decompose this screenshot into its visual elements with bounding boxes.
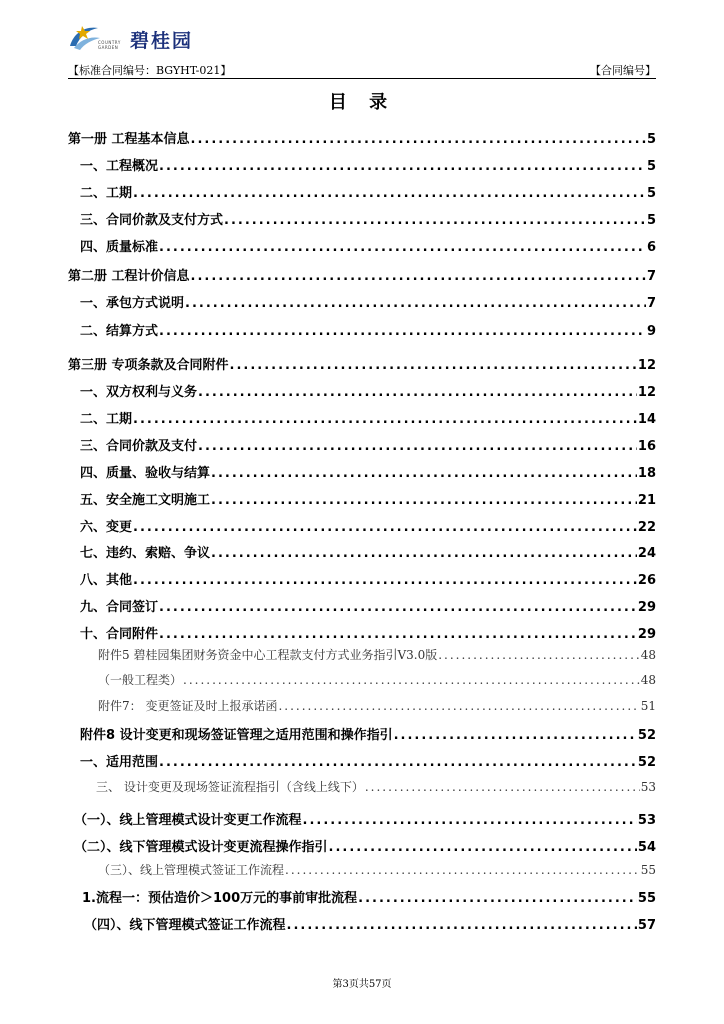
page-footer: 第3页共57页 [332,979,392,990]
toc-entry[interactable] [80,408,656,427]
toc-entry[interactable] [80,435,656,454]
page-title: 目 录 [328,92,396,113]
logo-sub-line2: GARDEN [98,45,119,50]
toc-leader-dots [365,780,640,794]
toc-leader-dots [278,699,639,713]
toc-entry-page: 12 [637,385,656,400]
toc-entry-page: 52 [637,728,656,743]
toc-entry-page: 55 [637,891,656,906]
toc-entry[interactable] [80,292,656,311]
toc-entry[interactable] [98,671,656,688]
toc-leader-dots [159,324,646,339]
toc-entry-title: 三、合同价款及支付 [80,439,198,454]
toc-entry-title: 二、工期 [80,186,133,201]
toc-entry-title: （一般工程类） [98,673,183,687]
toc-leader-dots [211,493,637,508]
toc-leader-dots [211,466,637,481]
toc-leader-dots [133,573,637,588]
toc-entry-title: （四）、线下管理模式签证工作流程 [84,918,286,933]
toc-entry-title: 七、违约、索赔、争议 [80,546,211,561]
toc-leader-dots [185,296,646,311]
toc-entry[interactable] [82,887,656,906]
toc-entry-page: 21 [637,493,656,508]
toc-entry-title: 三、 设计变更及现场签证流程指引（含线上线下） [96,780,364,794]
logo-sub-line1: COUNTRY [98,40,121,45]
toc-leader-dots [133,412,637,427]
toc-entry-title: （二）、线下管理模式设计变更流程操作指引 [74,840,328,855]
page-header [68,62,656,76]
toc-leader-dots [394,728,637,743]
toc-leader-dots [191,269,646,284]
toc-entry-page: 6 [646,240,656,255]
toc-leader-dots [133,520,637,535]
toc-entry-title: 1.流程一：预估造价＞100万元的事前审批流程 [82,891,358,906]
toc-entry[interactable] [80,516,656,535]
toc-entry-page: 16 [637,439,656,454]
toc-entry[interactable] [80,320,656,339]
toc-entry-title: 附件5 碧桂园集团财务资金中心工程款支付方式业务指引V3.0版 [98,648,438,662]
toc-entry-title: 二、结算方式 [80,324,159,339]
toc-entry[interactable] [68,265,656,284]
toc-entry-page: 7 [646,296,656,311]
toc-leader-dots [230,358,637,373]
toc-entry[interactable] [98,861,656,878]
toc-entry[interactable] [80,751,656,770]
toc-leader-dots [133,186,646,201]
toc-entry[interactable] [80,623,656,642]
toc-leader-dots [159,627,637,642]
toc-entry-title: 一、承包方式说明 [80,296,185,311]
toc-entry-page: 12 [637,358,656,373]
toc-leader-dots [159,755,637,770]
toc-entry-page: 48 [640,648,656,662]
toc-entry-page: 52 [637,755,656,770]
toc-entry-page: 14 [637,412,656,427]
toc-entry-page: 51 [640,699,656,713]
toc-entry-title: 附件7： 变更签证及时上报承诺函 [98,699,278,713]
toc-entry-page: 18 [637,466,656,481]
toc-leader-dots [198,385,637,400]
toc-entry[interactable] [96,778,656,795]
toc-leader-dots [303,813,637,828]
toc-entry-page: 48 [640,673,656,687]
toc-entry[interactable] [68,354,656,373]
toc-entry-page: 54 [637,840,656,855]
toc-entry-title: 八、其他 [80,573,133,588]
toc-leader-dots [183,673,640,687]
toc-leader-dots [438,648,640,662]
toc-entry-page: 26 [637,573,656,588]
header-divider [68,78,656,79]
toc-entry[interactable] [80,182,656,201]
toc-entry[interactable] [98,697,656,714]
toc-leader-dots [287,918,637,933]
toc-entry-title: 十、合同附件 [80,627,159,642]
toc-entry-page: 55 [640,863,656,877]
toc-entry[interactable] [80,155,656,174]
toc-leader-dots [211,546,637,561]
toc-entry[interactable] [68,128,656,147]
toc-leader-dots [191,132,646,147]
toc-entry-title: （三）、线上管理模式签证工作流程 [98,863,285,877]
toc-entry-title: 附件8 设计变更和现场签证管理之适用范围和操作指引 [80,728,393,743]
toc-entry-page: 24 [637,546,656,561]
toc-entry[interactable] [74,836,656,855]
toc-entry[interactable] [80,381,656,400]
toc-entry-title: 四、质量标准 [80,240,159,255]
toc-entry[interactable] [80,236,656,255]
toc-entry[interactable] [80,724,656,743]
toc-entry-page: 5 [646,213,656,228]
toc-entry[interactable] [80,542,656,561]
logo-swoosh-icon [68,22,102,52]
company-logo [68,22,208,56]
toc-entry[interactable] [74,809,656,828]
toc-entry-page: 9 [646,324,656,339]
toc-entry-title: 第三册 专项条款及合同附件 [68,358,229,373]
toc-entry-title: 五、安全施工文明施工 [80,493,211,508]
toc-leader-dots [159,159,646,174]
toc-entry-page: 7 [646,269,656,284]
toc-entry-title: （一）、线上管理模式设计变更工作流程 [74,813,302,828]
toc-entry-title: 二、工期 [80,412,133,427]
toc-entry-page: 22 [637,520,656,535]
logo-brand-text: 碧桂园 [130,30,194,52]
toc-entry-page: 5 [646,186,656,201]
toc-leader-dots [198,439,637,454]
toc-entry[interactable] [80,489,656,508]
toc-leader-dots [159,600,637,615]
toc-entry-page: 5 [646,132,656,147]
toc-entry[interactable] [80,569,656,588]
toc-leader-dots [224,213,646,228]
toc-leader-dots [329,840,637,855]
toc-entry[interactable] [84,914,656,933]
standard-contract-number: 【标准合同编号：BGYHT-021】 [68,64,232,77]
toc-leader-dots [285,863,640,877]
contract-number: 【合同编号】 [590,64,656,77]
toc-entry-title: 第二册 工程计价信息 [68,269,190,284]
toc-entry-title: 一、双方权利与义务 [80,385,198,400]
toc-entry-title: 一、适用范围 [80,755,159,770]
toc-entry-page: 29 [637,627,656,642]
toc-entry-title: 第一册 工程基本信息 [68,132,190,147]
toc-entry-title: 四、质量、验收与结算 [80,466,211,481]
toc-entry[interactable] [80,596,656,615]
toc-entry[interactable] [98,646,656,663]
toc-entry-page: 53 [640,780,656,794]
toc-entry[interactable] [80,462,656,481]
toc-entry-page: 5 [646,159,656,174]
toc-entry[interactable] [80,209,656,228]
toc-entry-title: 九、合同签订 [80,600,159,615]
toc-leader-dots [159,240,646,255]
toc-entry-title: 六、变更 [80,520,133,535]
toc-entry-page: 53 [637,813,656,828]
toc-entry-title: 三、合同价款及支付方式 [80,213,224,228]
toc-entry-page: 57 [637,918,656,933]
toc-entry-page: 29 [637,600,656,615]
toc-entry-title: 一、工程概况 [80,159,159,174]
toc-leader-dots [358,891,637,906]
